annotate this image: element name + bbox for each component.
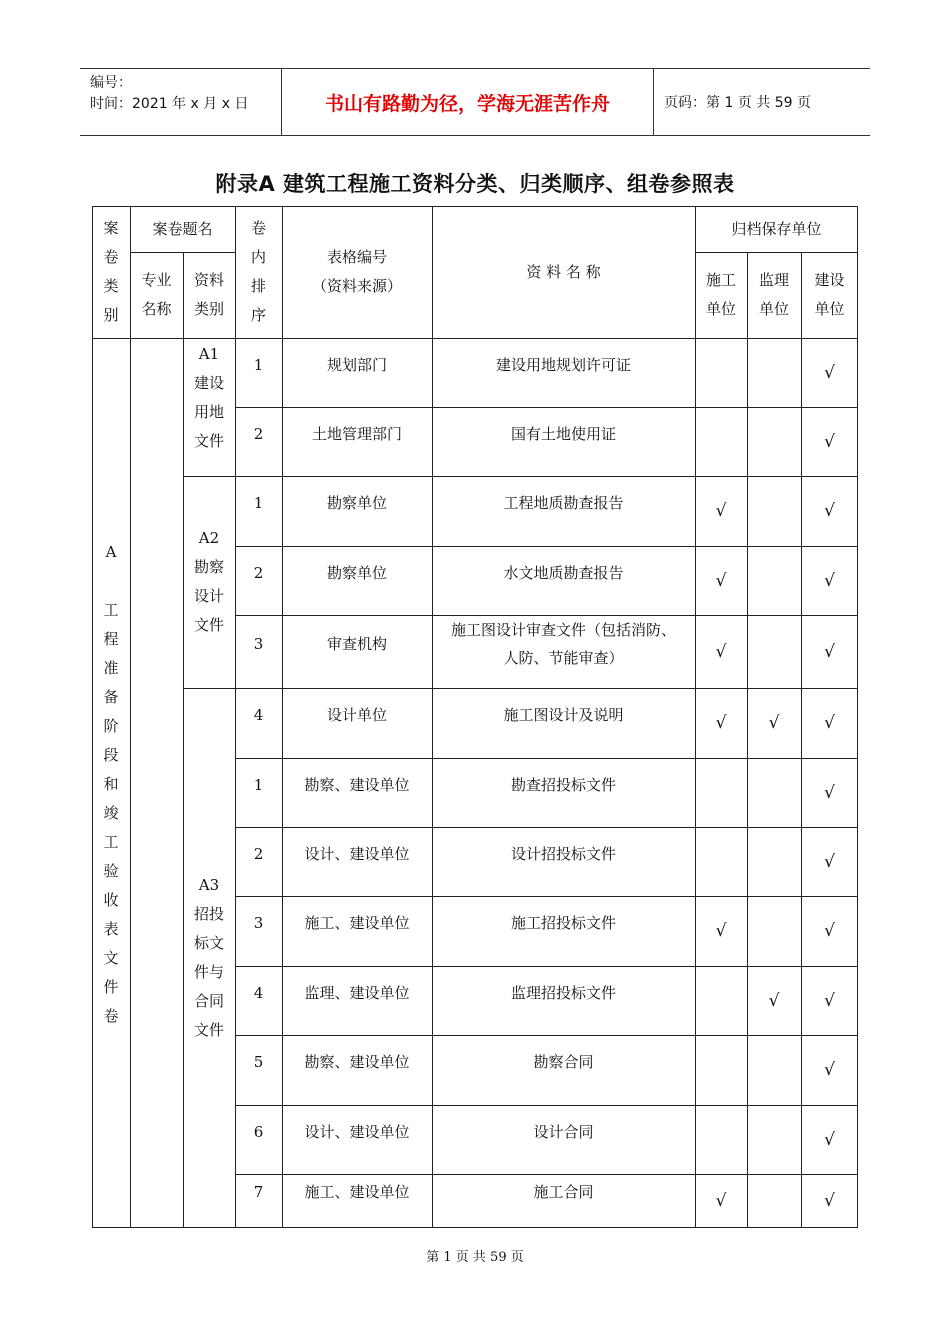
header-form-no: 表格编号 （资料来源） <box>311 248 402 295</box>
building-check: √ <box>824 431 835 452</box>
building-check: √ <box>824 501 835 521</box>
row-doc-name: 施工图设计审查文件（包括消防、人防、节能审查） <box>450 620 676 667</box>
row-doc-name: 施工招投标文件 <box>510 914 616 932</box>
row-order: 5 <box>253 1053 264 1071</box>
row-doc-name: 建设用地规划许可证 <box>495 355 631 374</box>
row-source: 规划部门 <box>326 355 387 374</box>
building-check: √ <box>824 990 835 1011</box>
row-source: 施工、建设单位 <box>304 1183 410 1201</box>
page-footer: 第 1 页 共 59 页 <box>426 1250 524 1265</box>
supervision-check <box>747 1035 801 1105</box>
row-source: 施工、建设单位 <box>304 914 410 932</box>
header-supervision-unit: 监理 单位 <box>758 271 789 318</box>
category-label: A 工 程 准 备 阶 段 和 竣 工 验 收 表 文 件 卷 <box>103 543 119 1025</box>
building-check: √ <box>824 921 835 941</box>
building-check: √ <box>824 782 835 803</box>
row-doc-name: 施工合同 <box>533 1183 594 1201</box>
building-check: √ <box>824 1060 835 1080</box>
supervision-check <box>747 476 801 546</box>
supervision-check <box>747 615 801 688</box>
time-label: 时间：2021 年 x 月 x 日 <box>90 96 249 112</box>
supervision-check: √ <box>768 990 780 1011</box>
header-meta <box>80 69 282 135</box>
supervision-check <box>747 1105 801 1174</box>
header-construction-unit: 施工 单位 <box>705 271 736 318</box>
row-source: 监理、建设单位 <box>304 983 410 1002</box>
header-page-label: 页码：第 1 页 共 59 页 <box>664 95 811 111</box>
row-order: 4 <box>253 706 264 724</box>
building-check: √ <box>824 362 835 383</box>
group-label: A3 招投 标文 件与 合同 文件 <box>193 876 224 1039</box>
header-volume-title: 案卷题名 <box>152 220 213 238</box>
group-label: A1 建设 用地 文件 <box>193 345 224 450</box>
table-rule <box>130 206 131 1228</box>
building-check: √ <box>824 1129 835 1150</box>
row-order: 3 <box>253 634 264 653</box>
header-building-unit: 建设 单位 <box>814 271 845 318</box>
row-source: 勘察、建设单位 <box>304 1053 410 1071</box>
construction-check: √ <box>715 570 727 591</box>
construction-check <box>695 1035 747 1105</box>
header-category: 案 卷 类 别 <box>103 219 119 324</box>
header-data-category: 资料 类别 <box>193 271 224 318</box>
construction-check <box>695 407 747 476</box>
construction-check <box>695 338 747 407</box>
supervision-check <box>747 546 801 615</box>
row-source: 勘察单位 <box>326 563 387 582</box>
row-doc-name: 施工图设计及说明 <box>503 706 624 724</box>
construction-check: √ <box>715 1191 727 1211</box>
row-doc-name: 勘查招投标文件 <box>510 775 616 794</box>
document-title: 附录A 建筑工程施工资料分类、归类顺序、组卷参照表 <box>215 172 735 196</box>
header-doc-name: 资 料 名 称 <box>526 263 601 281</box>
building-check: √ <box>824 570 835 591</box>
row-order: 1 <box>253 775 264 794</box>
row-order: 1 <box>253 355 264 374</box>
row-source: 设计、建设单位 <box>304 1122 410 1141</box>
supervision-check <box>747 758 801 827</box>
construction-check: √ <box>715 921 727 941</box>
row-source: 设计单位 <box>326 706 387 724</box>
row-source: 勘察、建设单位 <box>304 775 410 794</box>
header-archive-units: 归档保存单位 <box>731 220 822 238</box>
construction-check: √ <box>715 641 727 662</box>
row-doc-name: 设计合同 <box>533 1122 594 1141</box>
number-label: 编号： <box>90 75 132 91</box>
supervision-check <box>747 896 801 966</box>
building-check: √ <box>824 1191 835 1211</box>
row-source: 勘察单位 <box>326 494 387 512</box>
construction-check: √ <box>715 713 727 733</box>
row-source: 设计、建设单位 <box>304 844 410 863</box>
supervision-check <box>747 407 801 476</box>
page-header <box>80 68 870 136</box>
header-specialty-name: 专业 名称 <box>141 271 172 318</box>
building-check: √ <box>824 713 835 733</box>
group-label: A2 勘察 设计 文件 <box>193 529 224 634</box>
archive-table <box>92 206 858 1228</box>
row-order: 6 <box>253 1122 264 1141</box>
row-doc-name: 国有土地使用证 <box>510 424 616 443</box>
row-doc-name: 监理招投标文件 <box>510 983 616 1002</box>
row-order: 7 <box>253 1183 264 1201</box>
construction-check <box>695 1105 747 1174</box>
row-doc-name: 设计招投标文件 <box>510 844 616 863</box>
row-order: 1 <box>253 494 264 512</box>
construction-check <box>695 966 747 1035</box>
row-doc-name: 工程地质勘查报告 <box>503 494 624 512</box>
supervision-check <box>747 827 801 896</box>
row-order: 2 <box>253 563 264 582</box>
construction-check <box>695 758 747 827</box>
row-order: 2 <box>253 424 264 443</box>
row-doc-name: 水文地质勘查报告 <box>503 563 624 582</box>
row-order: 3 <box>253 914 264 932</box>
row-order: 4 <box>253 983 264 1002</box>
row-order: 2 <box>253 844 264 863</box>
supervision-check: √ <box>768 713 780 733</box>
row-doc-name: 勘察合同 <box>533 1053 594 1071</box>
construction-check <box>695 827 747 896</box>
building-check: √ <box>824 641 835 662</box>
header-order: 卷 内 排 序 <box>250 219 266 324</box>
header-motto: 书山有路勤为径，学海无涯苦作舟 <box>282 69 654 135</box>
supervision-check <box>747 338 801 407</box>
supervision-check <box>747 1174 801 1228</box>
building-check: √ <box>824 851 835 872</box>
row-source: 土地管理部门 <box>311 424 402 443</box>
construction-check: √ <box>715 501 727 521</box>
row-source: 审查机构 <box>326 634 387 653</box>
